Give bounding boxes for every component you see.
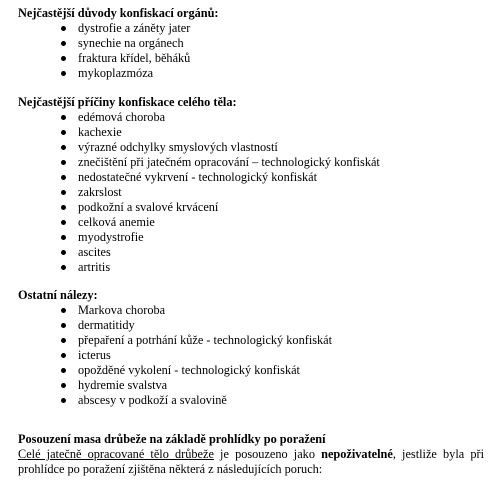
list-item: nedostatečné vykrvení - technologický konfiskát	[18, 170, 484, 185]
list-item: artritis	[18, 260, 484, 275]
list-item: celková anemie	[18, 215, 484, 230]
section-other-findings	[18, 288, 484, 408]
section-assessment	[18, 432, 484, 477]
list-item: hydremie svalstva	[18, 378, 484, 393]
list-item: přepaření a potrhání kůže - technologický konfiskát	[18, 333, 484, 348]
section-heading: Nejčastější příčiny konfiskace celého těla:	[18, 95, 237, 109]
list-item: myodystrofie	[18, 230, 484, 245]
organ-confiscation-list	[18, 21, 484, 81]
other-findings-list	[18, 303, 484, 408]
list-item: podkožní a svalové krvácení	[18, 200, 484, 215]
list-item: Markova choroba	[18, 303, 484, 318]
list-item: mykoplazmóza	[18, 66, 484, 81]
section-heading: Nejčastější důvody konfiskací orgánů:	[18, 6, 219, 20]
list-item: ascites	[18, 245, 484, 260]
section-heading: Ostatní nálezy:	[18, 288, 98, 302]
list-item: opožděné vykolení - technologický konfiskát	[18, 363, 484, 378]
list-item: synechie na orgánech	[18, 36, 484, 51]
section-organ-confiscation	[18, 6, 484, 81]
assessment-verdict: nepoživatelné	[321, 447, 393, 461]
list-item: výrazné odchylky smyslových vlastností	[18, 140, 484, 155]
section-whole-body-confiscation	[18, 95, 484, 275]
list-item: zakrslost	[18, 185, 484, 200]
list-item: dystrofie a záněty jater	[18, 21, 484, 36]
assessment-subject: Celé jatečně opracované tělo drůbeže	[18, 447, 214, 461]
list-item: abscesy v podkoží a svalovině	[18, 393, 484, 408]
list-item: dermatitidy	[18, 318, 484, 333]
assessment-text-end: , jestliže byla při prohlídce po poražení zjištěna některá z následujících poruch:	[18, 447, 484, 476]
list-item: edémová choroba	[18, 110, 484, 125]
assessment-paragraph	[18, 447, 484, 477]
list-item: icterus	[18, 348, 484, 363]
assessment-text-middle: je posouzeno jako	[213, 447, 322, 461]
list-item: fraktura křídel, běháků	[18, 51, 484, 66]
list-item: znečištění při jatečném opracování – technologický konfiskát	[18, 155, 484, 170]
whole-body-confiscation-list	[18, 110, 484, 275]
list-item: kachexie	[18, 125, 484, 140]
assessment-title: Posouzení masa drůbeže na základě prohlídky po poražení	[18, 432, 326, 446]
